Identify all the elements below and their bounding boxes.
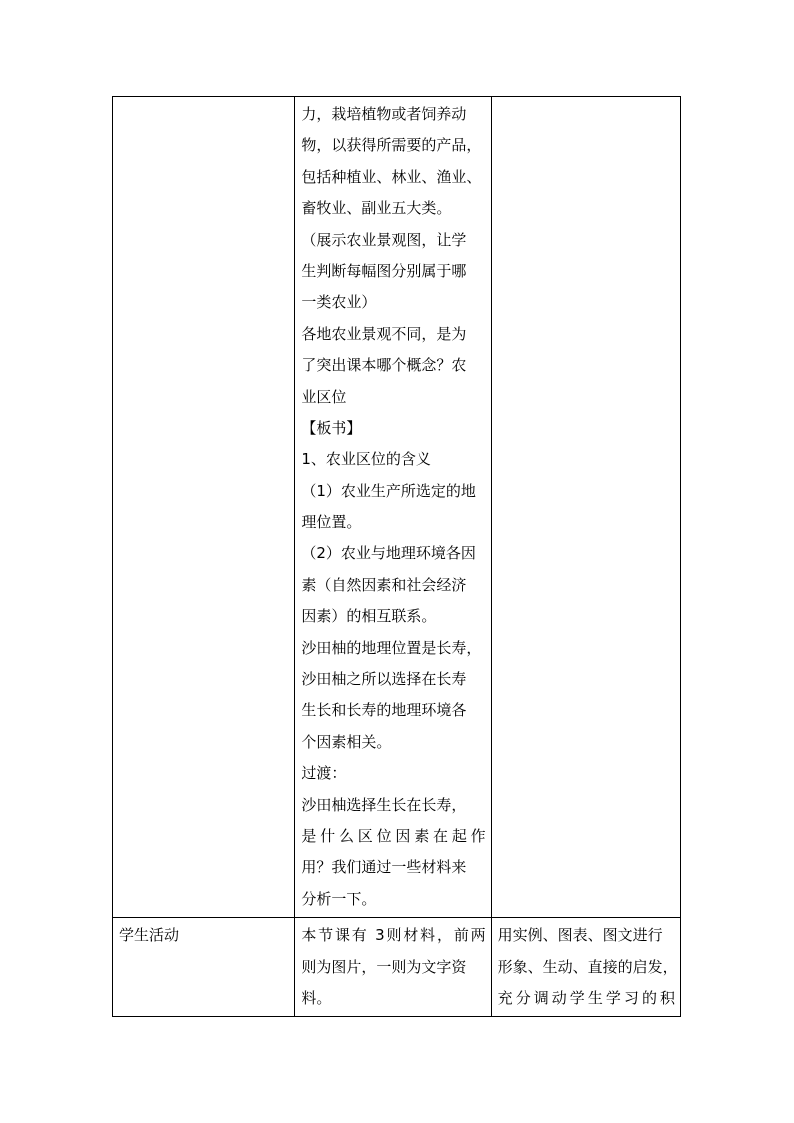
text-line: 料。 xyxy=(301,988,332,1007)
content-text xyxy=(295,918,490,1016)
text-line: 理位置。 xyxy=(301,513,362,532)
text-line: 素（自然因素和社会经济 xyxy=(301,575,467,594)
table-row xyxy=(113,97,681,918)
stage-cell xyxy=(113,918,295,1017)
text-line: 【板书】 xyxy=(301,418,362,437)
text-line: 力，栽培植物或者饲养动 xyxy=(301,105,467,123)
text-line: 用实例、图表、图文进行 xyxy=(497,926,663,945)
text-line: 是什么区位因素在起作 xyxy=(301,826,486,845)
text-line: 过渡： xyxy=(301,764,347,783)
content-text xyxy=(295,97,490,917)
text-line: 一类农业） xyxy=(301,293,377,312)
stage-cell xyxy=(113,97,295,918)
text-line: （1）农业生产所选定的地 xyxy=(301,481,476,500)
stage-label: 学生活动 xyxy=(119,926,180,945)
text-line: （2）农业与地理环境各因 xyxy=(301,544,476,563)
lesson-plan-table xyxy=(112,96,681,1017)
content-cell xyxy=(295,97,491,918)
text-line: 则为图片，一则为文字资 xyxy=(301,957,467,976)
text-line: 业区位 xyxy=(301,387,347,406)
content-cell xyxy=(295,918,491,1017)
text-line: 用？我们通过一些材料来 xyxy=(301,858,467,877)
text-line: 形象、生动、直接的启发， xyxy=(497,957,678,976)
intent-text xyxy=(498,99,675,130)
text-line: 生判断每幅图分别属于哪 xyxy=(301,261,467,280)
text-line: 分析一下。 xyxy=(301,889,377,908)
text-line: 各地农业景观不同，是为 xyxy=(301,324,467,343)
text-line: 1、农业区位的含义 xyxy=(301,450,431,469)
text-line: 生长和长寿的地理环境各 xyxy=(301,701,467,720)
text-line: 畜牧业、副业五大类。 xyxy=(301,199,452,218)
text-line: 物，以获得所需要的产品， xyxy=(301,136,482,155)
text-line: 沙田柚之所以选择在长寿 xyxy=(301,670,467,689)
intent-cell xyxy=(491,918,680,1017)
text-line: 因素）的相互联系。 xyxy=(301,607,437,626)
text-line: 了突出课本哪个概念？农 xyxy=(301,356,467,375)
text-line: 包括种植业、林业、渔业、 xyxy=(301,167,482,186)
stage-label xyxy=(119,99,289,130)
text-line: 充分调动学生学习的积 xyxy=(497,988,675,1007)
text-line: 沙田柚选择生长在长寿， xyxy=(301,795,467,814)
text-line: 个因素相关。 xyxy=(301,732,392,751)
text-line: 沙田柚的地理位置是长寿， xyxy=(301,638,482,657)
intent-text xyxy=(492,918,680,1016)
text-line: 本节课有 3则材料，前两 xyxy=(301,926,486,945)
text-line: （展示农业景观图，让学 xyxy=(301,230,467,249)
intent-cell xyxy=(491,97,680,918)
table-row xyxy=(113,918,681,1017)
